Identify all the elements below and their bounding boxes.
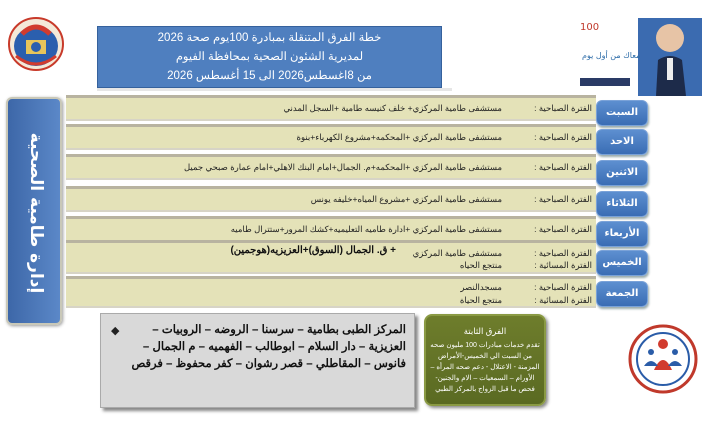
- campaign-banner: [574, 12, 704, 96]
- evening-label: الفترة المسائية :: [534, 295, 592, 305]
- morning-label: الفترة الصباحية :: [534, 224, 592, 234]
- districts-list: المركز الطبى بطامية – سرسنا – الروضه – الروبيات – العزيزية – دار السلام – ابوطالب – الفهميه – م الجمال – فانوس – المقاطلي – قصر رشوان – كفر محفوظ – فرقص: [131, 324, 406, 370]
- title-line-1: خطة الفرق المتنقلة بمبادرة 100يوم صحة 2026: [157, 32, 382, 44]
- schedule-row-sunday: [66, 124, 596, 150]
- day-tab-thursday: الخميس: [596, 250, 648, 276]
- campaign-slogan: معاك من أول يوم: [582, 51, 641, 60]
- morning-extra: + ق. الجمال (السوق)+العزيزيه(هوجمين): [230, 245, 396, 256]
- districts-box: [100, 313, 415, 408]
- evening-content: منتجع الحياة: [459, 295, 502, 305]
- morning-content: مستشفى طامية المركزي +مشروع المياه+خليفه يونس: [310, 194, 502, 204]
- morning-label: الفترة الصباحية :: [534, 282, 592, 292]
- evening-label: الفترة المسائية :: [534, 260, 592, 270]
- day-tab-wednesday: الأربعاء: [596, 221, 648, 247]
- fixed-teams-box: [424, 314, 546, 406]
- morning-content: مستشفى طامية المركزي: [412, 248, 502, 258]
- bullet-icon: ◆: [111, 324, 120, 337]
- morning-content: مستشفى طامية المركزي +ادارة طاميه التعليميه+كشك المرور+ستترال طاميه: [230, 224, 502, 234]
- morning-content: مسجدالنصر: [460, 282, 502, 292]
- schedule-row-friday: [66, 276, 596, 308]
- day-tab-friday: الجمعة: [596, 281, 648, 307]
- title-underline: [97, 88, 452, 91]
- governorate-logo: [8, 16, 64, 72]
- day-tab-tuesday: الثلاثاء: [596, 191, 648, 217]
- day-tab-sunday: الاحد: [596, 129, 648, 155]
- title-line-2: لمديرية الشئون الصحية بمحافظة الفيوم: [175, 51, 364, 63]
- morning-label: الفترة الصباحية :: [534, 162, 592, 172]
- fixed-teams-title: الفرق الثابتة: [463, 326, 507, 336]
- morning-label: الفترة الصباحية :: [534, 194, 592, 204]
- bottom-strip: [0, 434, 720, 444]
- morning-label: الفترة الصباحية :: [534, 248, 592, 258]
- morning-label: الفترة الصباحية :: [534, 132, 592, 142]
- ministry-of-health-logo: [628, 324, 698, 394]
- plan-title-box: [97, 26, 442, 88]
- fixed-teams-description: تقدم خدمات مبادرات 100 مليون صحه من السبت الي الخميس-الأمراض المزمنة - الاعتلال - دعم صحه المرأه – الأورام – السمعيات – الام والجنين- فحص ما قبل الزواج بالمركز الطبي: [430, 342, 540, 393]
- day-tab-monday: الاثنين: [596, 160, 648, 186]
- schedule-row-wednesday: [66, 216, 596, 242]
- morning-label: الفترة الصباحية :: [534, 103, 592, 113]
- schedule-row-tuesday: [66, 186, 596, 212]
- morning-content: مستشفى طامية المركزي +المحكمه+م. الجمال+امام البنك الاهلي+امام عمارة صبحي جميل: [183, 162, 502, 172]
- admin-label-panel: [6, 97, 62, 325]
- admin-label: إدارة طامية الصحية: [26, 132, 46, 294]
- schedule-row-thursday: [66, 240, 596, 274]
- day-tab-saturday: السبت: [596, 100, 648, 126]
- badge-text: 100: [580, 22, 600, 33]
- evening-content: منتجع الحياه: [459, 260, 502, 270]
- morning-content: مستشفى طامية المركزي +المحكمه+مشروع الكهرباء+بنوة: [296, 132, 502, 142]
- morning-content: مستشفى طامية المركزي+ خلف كنيسه طامية +السجل المدني: [283, 103, 502, 113]
- schedule-row-saturday: [66, 95, 596, 121]
- title-line-3: من 8اغسطس2026 الى 15 أغسطس 2026: [167, 70, 372, 82]
- schedule-row-monday: [66, 154, 596, 180]
